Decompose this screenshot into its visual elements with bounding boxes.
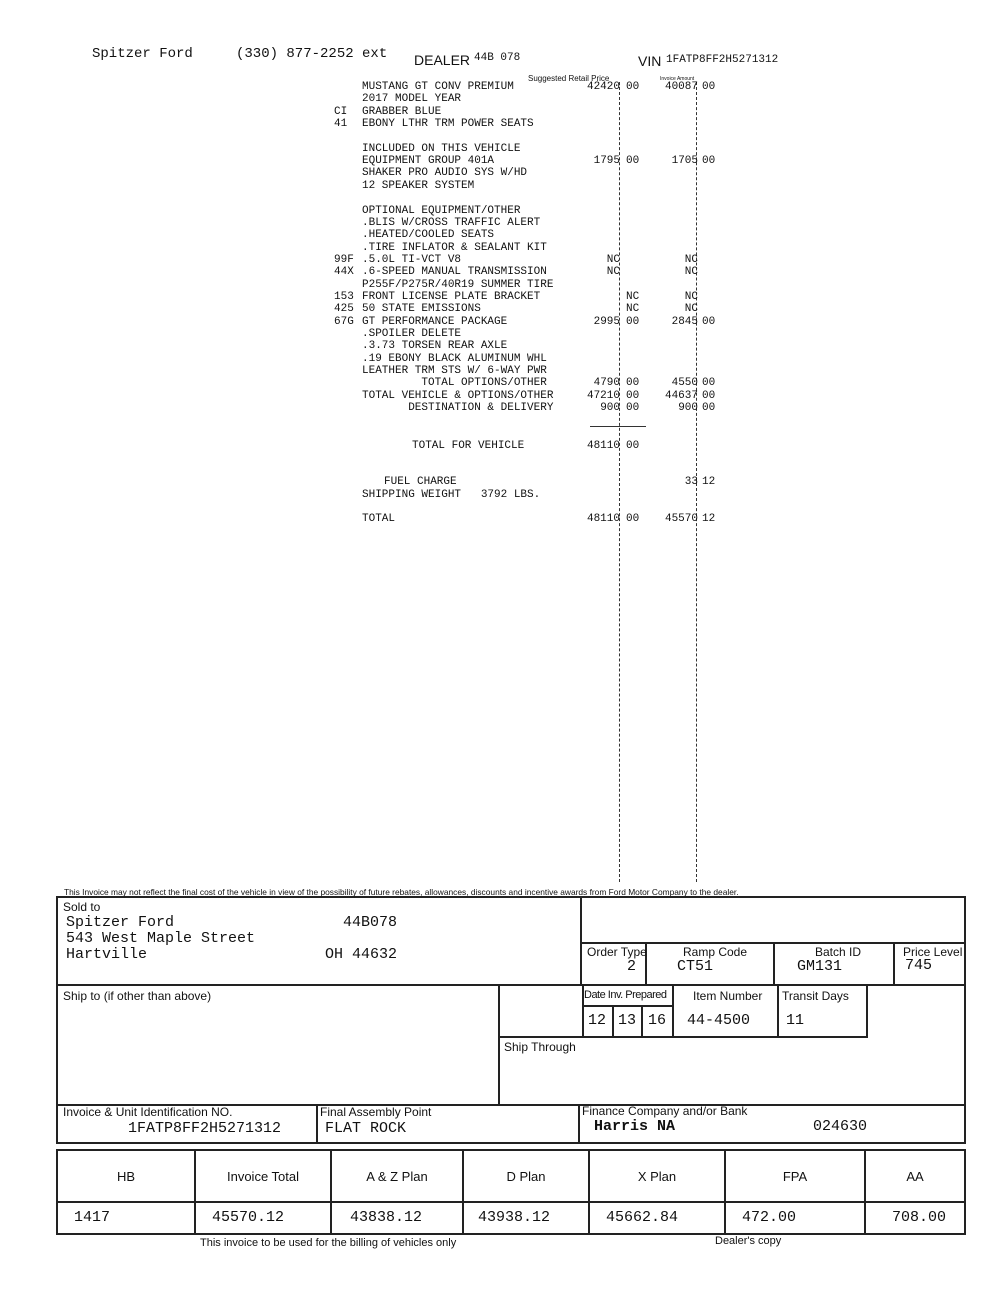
form-divider	[641, 1005, 643, 1036]
line-item-c2: 00	[702, 155, 716, 168]
sold-to-dealer-code: 44B078	[343, 914, 398, 931]
line-item-desc: 12 SPEAKER SYSTEM	[362, 179, 475, 192]
fpa-header: FPA	[725, 1150, 865, 1202]
line-item	[334, 217, 934, 229]
line-item-desc: MUSTANG GT CONV PREMIUM	[362, 81, 514, 93]
hb-value: 1417	[57, 1202, 195, 1234]
fpa-value: 472.00	[725, 1202, 865, 1234]
line-item-v1: 4790	[593, 377, 620, 390]
item-number-label: Item Number	[693, 989, 763, 1003]
line-item	[334, 254, 934, 266]
d-plan-value: 43938.12	[463, 1202, 589, 1234]
line-item	[334, 353, 934, 365]
line-item	[334, 390, 934, 402]
form-divider	[672, 984, 674, 1038]
date-prepared-month: 12	[588, 1012, 607, 1029]
line-item-v2: 900	[678, 402, 698, 415]
line-item	[334, 93, 934, 105]
line-item	[334, 328, 934, 340]
line-item	[334, 118, 934, 130]
line-item-desc: P255F/P275R/40R19 SUMMER TIRE	[362, 278, 554, 291]
line-item-v1: 42420	[586, 81, 620, 93]
line-item	[334, 180, 934, 192]
az-plan-value: 43838.12	[331, 1202, 463, 1234]
line-item	[334, 279, 934, 291]
line-item-v1: 2995	[593, 315, 620, 328]
line-item	[334, 205, 934, 217]
line-item-c2: 00	[702, 377, 716, 390]
form-divider	[580, 896, 582, 984]
line-item-desc: EBONY LTHR TRM POWER SEATS	[362, 118, 534, 131]
line-item-c1: 00	[626, 155, 640, 168]
line-item-desc: .19 EBONY BLACK ALUMINUM WHL	[362, 352, 547, 365]
line-item-c1: 00	[626, 377, 640, 390]
subtotal-rule	[590, 426, 646, 427]
sold-to-name: Spitzer Ford	[66, 914, 175, 931]
line-item-c2: 00	[702, 389, 716, 402]
line-item	[334, 143, 934, 155]
line-item-desc: .TIRE INFLATOR & SEALANT KIT	[362, 241, 547, 254]
line-item-code: 99F	[334, 253, 354, 266]
line-item	[334, 365, 934, 377]
line-item-c2: 00	[702, 81, 716, 93]
line-item	[334, 106, 934, 118]
line-item-v1: NC	[606, 253, 620, 266]
sold-to-city: Hartville	[66, 946, 148, 963]
footer-note: This invoice to be used for the billing of vehicles only	[200, 1237, 457, 1249]
ship-through-label: Ship Through	[504, 1040, 576, 1054]
line-item-v2: NC	[684, 253, 698, 266]
form-divider	[56, 984, 966, 986]
line-item-v1: 47210	[586, 389, 620, 402]
line-item-c2: 00	[702, 315, 716, 328]
aa-value: 708.00	[865, 1202, 965, 1234]
line-item-c1: 00	[626, 81, 640, 93]
line-item-desc: .HEATED/COOLED SEATS	[362, 229, 495, 242]
batch-id-value: GM131	[797, 958, 843, 975]
price-level-value: 745	[905, 957, 933, 974]
dealer-code: 44B 078	[474, 52, 521, 64]
line-item-desc: TOTAL OPTIONS/OTHER	[362, 377, 547, 390]
assembly-label: Final Assembly Point	[320, 1105, 432, 1119]
finance-code: 024630	[813, 1118, 868, 1135]
dealer-name: Spitzer Ford	[92, 46, 193, 62]
form-divider	[316, 1104, 318, 1144]
line-item	[334, 155, 934, 167]
line-item-v2: 4550	[671, 377, 698, 390]
line-item-desc: OPTIONAL EQUIPMENT/OTHER	[362, 204, 521, 217]
line-item-code: 153	[334, 290, 354, 303]
finance-label: Finance Company and/or Bank	[582, 1104, 748, 1118]
hb-header: HB	[57, 1150, 195, 1202]
invoice-total-header: Invoice Total	[195, 1150, 331, 1202]
pricing-table	[56, 1149, 966, 1235]
line-item-desc: .6-SPEED MANUAL TRANSMISSION	[362, 266, 547, 279]
line-item-desc: .SPOILER DELETE	[362, 328, 462, 340]
transit-days-value: 11	[786, 1012, 805, 1029]
line-item: TOTAL FOR VEHICLE 48110 00	[412, 440, 640, 452]
line-item-c1: 00	[626, 402, 640, 415]
line-item-desc: INCLUDED ON THIS VEHICLE	[362, 142, 521, 155]
dealer-label: DEALER	[414, 52, 471, 68]
date-prepared-day: 13	[618, 1012, 637, 1029]
line-item-c1: NC	[626, 290, 640, 303]
line-item-desc: EQUIPMENT GROUP 401A	[362, 155, 495, 168]
az-plan-header: A & Z Plan	[331, 1150, 463, 1202]
x-plan-value: 45662.84	[589, 1202, 725, 1234]
line-item	[334, 303, 934, 315]
line-item-desc: LEATHER TRM STS W/ 6-WAY PWR	[362, 365, 547, 378]
ramp-code-label: Ramp Code	[683, 945, 748, 959]
form-divider	[773, 942, 775, 984]
line-item-desc: .3.73 TORSEN REAR AXLE	[362, 340, 508, 353]
x-plan-header: X Plan	[589, 1150, 725, 1202]
invoice-id-value: 1FATP8FF2H5271312	[128, 1120, 282, 1137]
copy-label: Dealer's copy	[715, 1235, 782, 1247]
line-item-c1: NC	[626, 303, 640, 316]
disclaimer: This Invoice may not reflect the final cost of the vehicle in view of the possibility of future rebates, allowances, discounts and incentive awards from Ford Motor Company to the dealer.	[64, 887, 739, 897]
line-item-v2: NC	[684, 266, 698, 279]
line-item	[334, 266, 934, 278]
line-item-v2: NC	[684, 303, 698, 316]
line-item-v2: 1705	[671, 155, 698, 168]
invoice-total-value: 45570.12	[195, 1202, 331, 1234]
form-divider	[777, 984, 779, 1038]
sold-to-address: 543 West Maple Street	[66, 930, 256, 947]
sold-to-state-zip: OH 44632	[325, 946, 398, 963]
line-item-code: 425	[334, 303, 354, 316]
line-item	[334, 229, 934, 241]
batch-id-label: Batch ID	[815, 945, 862, 959]
line-item	[334, 130, 934, 142]
line-item-desc: DESTINATION & DELIVERY	[362, 402, 554, 415]
line-item-c2: 00	[702, 402, 716, 415]
line-item-desc: .BLIS W/CROSS TRAFFIC ALERT	[362, 216, 541, 229]
line-item-v2: 44637	[664, 389, 698, 402]
finance-name: Harris NA	[594, 1118, 676, 1135]
line-item-code: 44X	[334, 266, 354, 279]
line-item-desc: 50 STATE EMISSIONS	[362, 303, 481, 316]
invoice-column-label: Invoice Amount	[660, 76, 695, 82]
line-item-v2: NC	[684, 290, 698, 303]
item-number-value: 44-4500	[687, 1012, 751, 1029]
line-item-v1: NC	[606, 266, 620, 279]
assembly-value: FLAT ROCK	[325, 1120, 407, 1137]
line-item	[334, 291, 934, 303]
line-item	[334, 340, 934, 352]
vin-label: VIN	[638, 53, 662, 69]
line-item-desc: TOTAL VEHICLE & OPTIONS/OTHER	[362, 389, 554, 402]
sold-to-label: Sold to	[63, 900, 101, 914]
line-item: FUEL CHARGE 33 12	[384, 476, 716, 488]
line-item-c1: 00	[626, 389, 640, 402]
line-item	[334, 316, 934, 328]
line-item-v2: 2845	[671, 315, 698, 328]
form-divider	[582, 1005, 672, 1007]
dealer-phone: (330) 877-2252 ext	[236, 46, 388, 62]
date-prepared-label: Date Inv. Prepared	[584, 989, 667, 1001]
line-item-v2: 40087	[664, 81, 698, 93]
line-item-code: 67G	[334, 315, 354, 328]
order-type-value: 2	[627, 958, 637, 975]
line-item-code: CI	[334, 105, 348, 118]
line-item-desc: FRONT LICENSE PLATE BRACKET	[362, 290, 541, 303]
form-divider	[893, 942, 895, 984]
form-divider	[498, 1036, 582, 1038]
line-item	[334, 81, 934, 93]
form-divider	[498, 984, 500, 1104]
form-divider	[612, 1005, 614, 1036]
line-item	[334, 192, 934, 204]
price-level-label: Price Level	[903, 945, 963, 959]
form-divider	[582, 1036, 866, 1038]
transit-days-label: Transit Days	[782, 989, 849, 1003]
line-item-desc: GRABBER BLUE	[362, 105, 442, 118]
msrp-column-label: Suggested Retail Price	[528, 74, 610, 83]
vin-number: 1FATP8FF2H5271312	[666, 54, 779, 66]
line-item: TOTAL 48110 00 45570 12	[362, 513, 716, 525]
invoice-id-label: Invoice & Unit Identification NO.	[63, 1105, 233, 1119]
aa-header: AA	[865, 1150, 965, 1202]
line-item-desc: SHAKER PRO AUDIO SYS W/HD	[362, 167, 528, 180]
line-item: SHIPPING WEIGHT 3792 LBS.	[362, 489, 541, 501]
line-item-code: 41	[334, 118, 348, 131]
d-plan-header: D Plan	[463, 1150, 589, 1202]
line-item-c1: 00	[626, 315, 640, 328]
ramp-code-value: CT51	[677, 958, 714, 975]
line-item	[334, 242, 934, 254]
line-item	[334, 402, 934, 414]
line-item-desc: .5.0L TI-VCT V8	[362, 253, 462, 266]
date-prepared-year: 16	[648, 1012, 667, 1029]
ship-to-label: Ship to (if other than above)	[63, 989, 212, 1003]
line-item-desc: 2017 MODEL YEAR	[362, 93, 462, 106]
line-item-v1: 1795	[593, 155, 620, 168]
line-item-desc: GT PERFORMANCE PACKAGE	[362, 315, 508, 328]
form-divider	[866, 984, 868, 1038]
form-divider	[578, 1104, 580, 1144]
line-item-v1: 900	[600, 402, 620, 415]
line-item	[334, 377, 934, 389]
line-item	[334, 167, 934, 179]
order-type-label: Order Type	[587, 945, 647, 959]
